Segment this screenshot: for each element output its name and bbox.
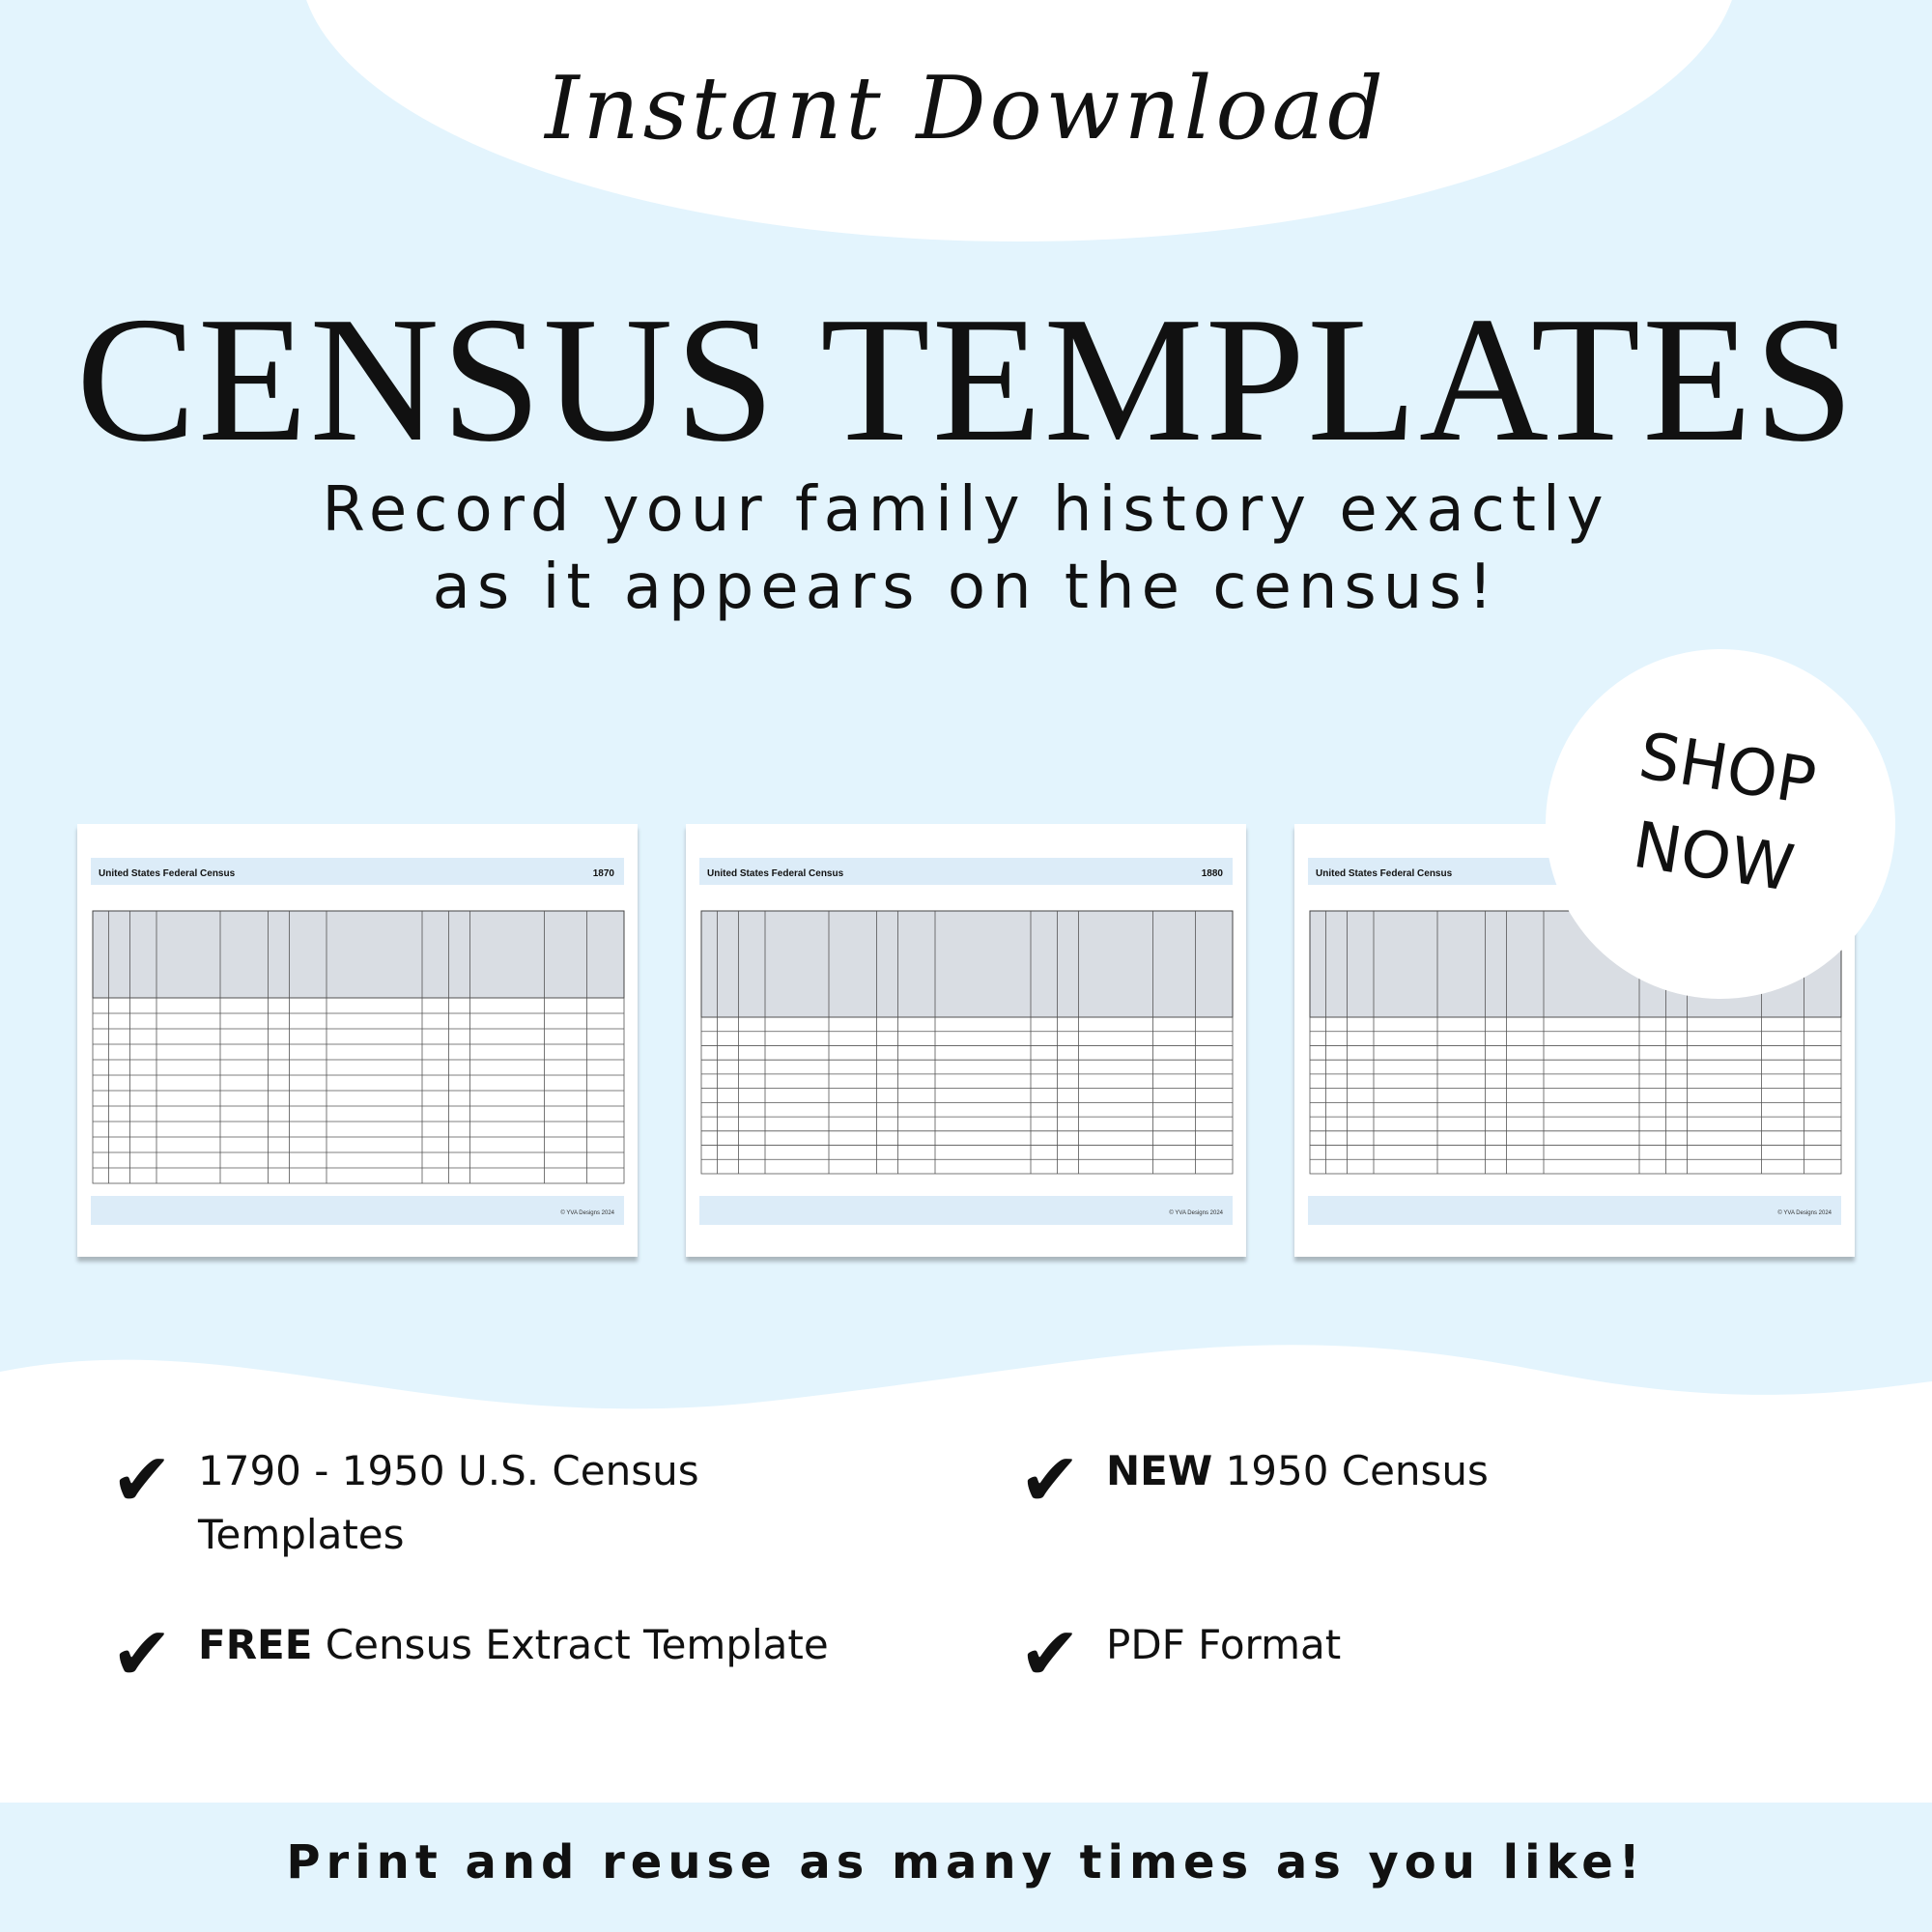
instant-download-heading: Instant Download [545, 58, 1387, 159]
check-icon: ✔ [111, 1436, 173, 1522]
shop-label: SHOP [1634, 718, 1821, 820]
subtitle-line-2: as it appears on the census! [432, 552, 1500, 623]
check-icon: ✔ [111, 1610, 173, 1696]
white-wave-panel [0, 1333, 1932, 1806]
sheet-copyright: © YVA Designs 2024 [1169, 1210, 1223, 1216]
feature-bold: FREE [198, 1621, 313, 1668]
census-sheet-1880 [686, 824, 1246, 1257]
census-sheet-1870 [77, 824, 638, 1257]
sheet-heading: United States Federal Census [99, 868, 236, 879]
sheet-copyright: © YVA Designs 2024 [1777, 1210, 1832, 1216]
now-label: NOW [1628, 807, 1800, 906]
sheet-heading: United States Federal Census [1316, 868, 1453, 879]
subtitle-line-1: Record your family history exactly [322, 474, 1610, 546]
sheet-heading: United States Federal Census [707, 868, 844, 879]
check-icon: ✔ [1019, 1436, 1081, 1522]
feature-bold: NEW [1106, 1447, 1213, 1494]
sheet-copyright: © YVA Designs 2024 [560, 1210, 614, 1216]
feature-text: 1950 Census [1212, 1447, 1489, 1494]
page-title: CENSUS TEMPLATES [75, 280, 1857, 479]
check-icon: ✔ [1019, 1610, 1081, 1696]
sheet-year: 1880 [1201, 868, 1223, 879]
feature-text: Census Extract Template [312, 1621, 829, 1668]
subtitle [0, 471, 1932, 626]
feature-text: 1790 - 1950 U.S. Census Templates [198, 1447, 699, 1558]
shop-now-button[interactable] [1546, 649, 1895, 999]
sheet-year: 1870 [592, 868, 614, 879]
footer-tagline: Print and reuse as many times as you like! [286, 1835, 1646, 1889]
feature-text: PDF Format [1106, 1621, 1342, 1668]
